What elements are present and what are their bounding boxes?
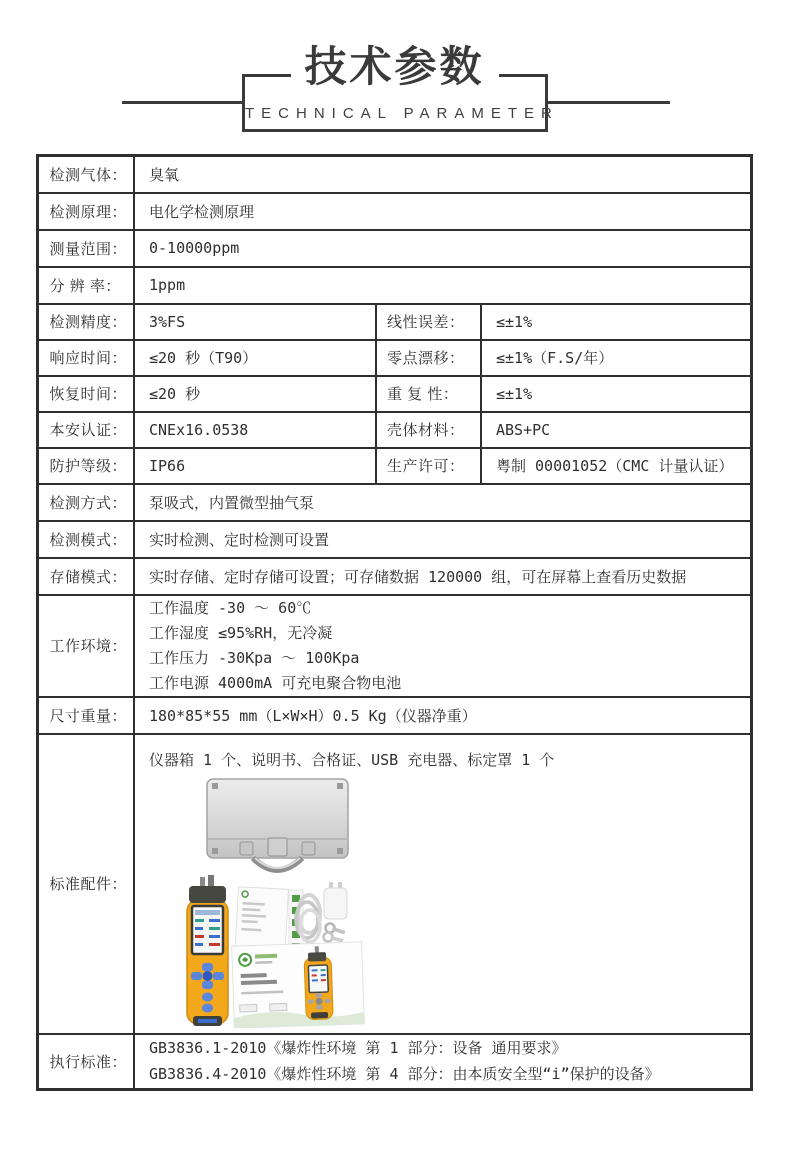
value-shell-material: ABS+PC xyxy=(481,412,751,448)
value-detection-mode: 实时检测、定时检测可设置 xyxy=(134,521,751,558)
page-header xyxy=(0,0,789,154)
label-standards: 执行标准： xyxy=(38,1034,134,1090)
value-range: 0-10000ppm xyxy=(134,230,751,267)
carry-case-icon xyxy=(207,779,348,870)
usb-charger-icon xyxy=(324,882,347,919)
label-linearity: 线性误差： xyxy=(376,304,481,340)
label-working-environment: 工作环境： xyxy=(38,595,134,697)
value-standards xyxy=(134,1034,751,1090)
value-detection-method: 泵吸式，内置微型抽气泵 xyxy=(134,484,751,521)
label-detection-mode: 检测模式： xyxy=(38,521,134,558)
row-standards xyxy=(38,1034,751,1090)
product-card-icon xyxy=(232,941,365,1027)
row-accessories xyxy=(38,734,751,1034)
row-recovery-repeatability xyxy=(38,376,751,412)
row-accuracy-linearity xyxy=(38,304,751,340)
label-storage-mode: 存储模式： xyxy=(38,558,134,595)
label-accessories: 标准配件： xyxy=(38,734,134,1034)
row-range xyxy=(38,230,751,267)
row-certification-material xyxy=(38,412,751,448)
gas-detector-icon xyxy=(187,875,228,1026)
value-accessories xyxy=(134,734,751,1034)
header-left-line xyxy=(122,101,243,104)
value-resolution: 1ppm xyxy=(134,267,751,304)
row-detection-method xyxy=(38,484,751,521)
value-protection-rating: IP66 xyxy=(134,448,376,484)
label-gas-type: 检测气体： xyxy=(38,156,134,193)
row-working-environment xyxy=(38,595,751,697)
label-recovery-time: 恢复时间： xyxy=(38,376,134,412)
value-working-environment xyxy=(134,595,751,697)
value-is-certification: CNEx16.0538 xyxy=(134,412,376,448)
row-size-weight xyxy=(38,697,751,734)
label-resolution: 分 辨 率： xyxy=(38,267,134,304)
standard-gb3836-1: GB3836.1-2010《爆炸性环境 第 1 部分：设备 通用要求》 xyxy=(148,1039,567,1058)
value-production-license: 粤制 00001052（CMC 计量认证） xyxy=(481,448,751,484)
label-repeatability: 重 复 性： xyxy=(376,376,481,412)
value-storage-mode: 实时存储、定时存储可设置；可存储数据 120000 组，可在屏幕上查看历史数据 xyxy=(134,558,751,595)
header-subtitle: TECHNICAL PARAMETER xyxy=(245,105,559,122)
value-zero-drift: ≤±1%（F.S/年） xyxy=(481,340,751,376)
value-accuracy: 3%FS xyxy=(134,304,376,340)
value-gas-type: 臭氧 xyxy=(134,156,751,193)
page-title: 技术参数 xyxy=(290,44,498,90)
label-size-weight: 尺寸重量： xyxy=(38,697,134,734)
label-accuracy: 检测精度： xyxy=(38,304,134,340)
value-recovery-time: ≤20 秒 xyxy=(134,376,376,412)
label-production-license: 生产许可： xyxy=(376,448,481,484)
label-range: 测量范围： xyxy=(38,230,134,267)
env-temperature: 工作温度 -30 ～ 60℃ xyxy=(148,598,312,617)
label-principle: 检测原理： xyxy=(38,193,134,230)
header-right-line xyxy=(548,101,670,104)
value-principle: 电化学检测原理 xyxy=(134,193,751,230)
row-resolution xyxy=(38,267,751,304)
label-zero-drift: 零点漂移： xyxy=(376,340,481,376)
row-gas-type xyxy=(38,156,751,193)
row-storage-mode xyxy=(38,558,751,595)
label-detection-method: 检测方式： xyxy=(38,484,134,521)
row-response-drift xyxy=(38,340,751,376)
product-photo xyxy=(183,776,368,1028)
label-response-time: 响应时间： xyxy=(38,340,134,376)
accessories-list-text: 仪器箱 1 个、说明书、合格证、USB 充电器、标定罩 1 个 xyxy=(148,750,555,769)
row-detection-mode xyxy=(38,521,751,558)
env-humidity: 工作湿度 ≤95%RH，无冷凝 xyxy=(148,623,333,642)
row-protection-license xyxy=(38,448,751,484)
label-protection-rating: 防护等级： xyxy=(38,448,134,484)
env-power: 工作电源 4000mA 可充电聚合物电池 xyxy=(148,673,402,692)
value-linearity: ≤±1% xyxy=(481,304,751,340)
row-principle xyxy=(38,193,751,230)
standard-gb3836-4: GB3836.4-2010《爆炸性环境 第 4 部分：由本质安全型“i”保护的设备》 xyxy=(148,1065,660,1084)
value-size-weight: 180*85*55 mm（L×W×H）0.5 Kg（仪器净重） xyxy=(134,697,751,734)
value-repeatability: ≤±1% xyxy=(481,376,751,412)
case-keys-icon xyxy=(323,923,345,942)
env-pressure: 工作压力 -30Kpa ～ 100Kpa xyxy=(148,648,360,667)
manual-icon xyxy=(235,886,288,949)
label-shell-material: 壳体材料： xyxy=(376,412,481,448)
parameter-table xyxy=(36,154,752,1091)
label-is-certification: 本安认证： xyxy=(38,412,134,448)
value-response-time: ≤20 秒（T90） xyxy=(134,340,376,376)
